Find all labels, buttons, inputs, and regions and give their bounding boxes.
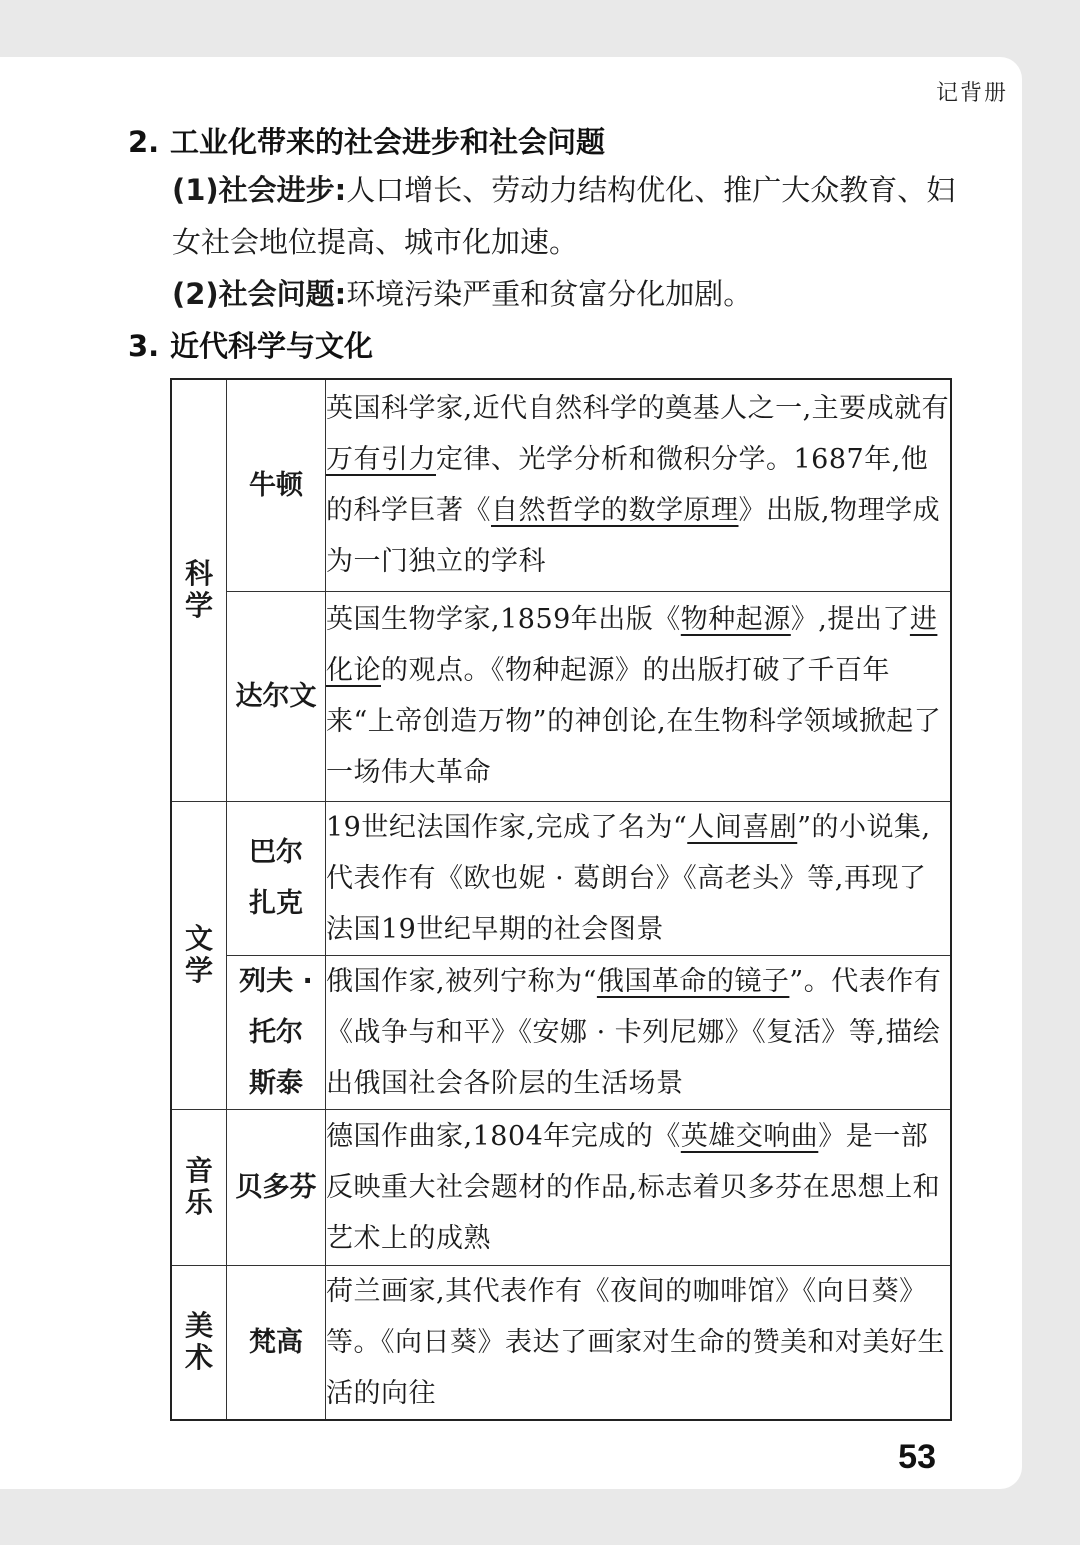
keyword-underlined: 俄国革命的镜子 <box>596 965 790 997</box>
desc-vangogh: 荷兰画家,其代表作有《夜间的咖啡馆》《向日葵》等。《向日葵》表达了画家对生命的赞美和对美好生活的向往 <box>326 1265 952 1420</box>
desc-darwin: 英国生物学家,1859年出版《物种起源》,提出了进化论的观点。《物种起源》的出版打破了千百年来“上帝创造万物”的神创论,在生物科学领域掀起了一场伟大革命 <box>326 591 952 801</box>
table-row <box>171 591 951 801</box>
item-1-text: 人口增长、劳动力结构优化、推广大众教育、妇女社会地位提高、城市化加速。 <box>172 173 956 259</box>
keyword-underlined: 物种起源 <box>680 604 791 635</box>
desc-balzac: 19世纪法国作家,完成了名为“人间喜剧”的小说集,代表作有《欧也妮 · 葛朗台》《高老头》等,再现了法国19世纪早期的社会图景 <box>326 801 952 955</box>
category-music: 音乐 <box>171 1109 227 1265</box>
keyword-underlined: 进化论 <box>326 604 938 686</box>
person-tolstoy: 列夫 · 托尔 斯泰 <box>227 955 326 1109</box>
section-3-number: 3. <box>128 329 160 363</box>
category-art: 美术 <box>171 1265 227 1420</box>
person-darwin: 达尔文 <box>227 591 326 801</box>
desc-newton: 英国科学家,近代自然科学的奠基人之一,主要成就有万有引力定律、光学分析和微积分学。1687年,他的科学巨著《自然哲学的数学原理》出版,物理学成为一门独立的学科 <box>326 379 952 591</box>
category-science: 科学 <box>171 379 227 801</box>
item-2-text: 环境污染严重和贫富分化加剧。 <box>346 277 753 311</box>
section-2-title: 工业化带来的社会进步和社会问题 <box>170 125 606 159</box>
person-balzac: 巴尔 扎克 <box>227 801 326 955</box>
item-2-label: (2)社会问题: <box>172 277 347 311</box>
page-number: 53 <box>898 1438 936 1476</box>
item-1-label: (1)社会进步: <box>172 173 347 207</box>
table-row <box>171 1109 951 1265</box>
table-row <box>171 1265 951 1420</box>
section-2-item-2 <box>172 268 962 320</box>
person-newton: 牛顿 <box>227 379 326 591</box>
table-row <box>171 955 951 1109</box>
keyword-underlined: 自然哲学的数学原理 <box>491 495 739 527</box>
section-3-title: 近代科学与文化 <box>170 329 374 363</box>
section-2-number: 2. <box>128 125 160 159</box>
keyword-underlined: 万有引力 <box>326 444 436 476</box>
desc-tolstoy: 俄国作家,被列宁称为“俄国革命的镜子”。代表作有《战争与和平》《安娜 · 卡列尼娜》《复活》等,描绘出俄国社会各阶层的生活场景 <box>326 955 952 1109</box>
desc-beethoven: 德国作曲家,1804年完成的《英雄交响曲》是一部反映重大社会题材的作品,标志着贝多芬在思想上和艺术上的成熟 <box>326 1109 952 1265</box>
section-2-heading <box>128 120 605 161</box>
table-row <box>171 801 951 955</box>
person-beethoven: 贝多芬 <box>227 1109 326 1265</box>
keyword-underlined: 人间喜剧 <box>687 811 798 843</box>
page-header-label: 记背册 <box>935 81 1008 106</box>
culture-table <box>170 378 952 1421</box>
keyword-underlined: 英雄交响曲 <box>680 1120 819 1152</box>
category-literature: 文学 <box>171 801 227 1109</box>
section-3-heading <box>128 324 373 365</box>
person-vangogh: 梵高 <box>227 1265 326 1420</box>
table-row <box>171 379 951 591</box>
section-2-item-1 <box>172 164 962 268</box>
